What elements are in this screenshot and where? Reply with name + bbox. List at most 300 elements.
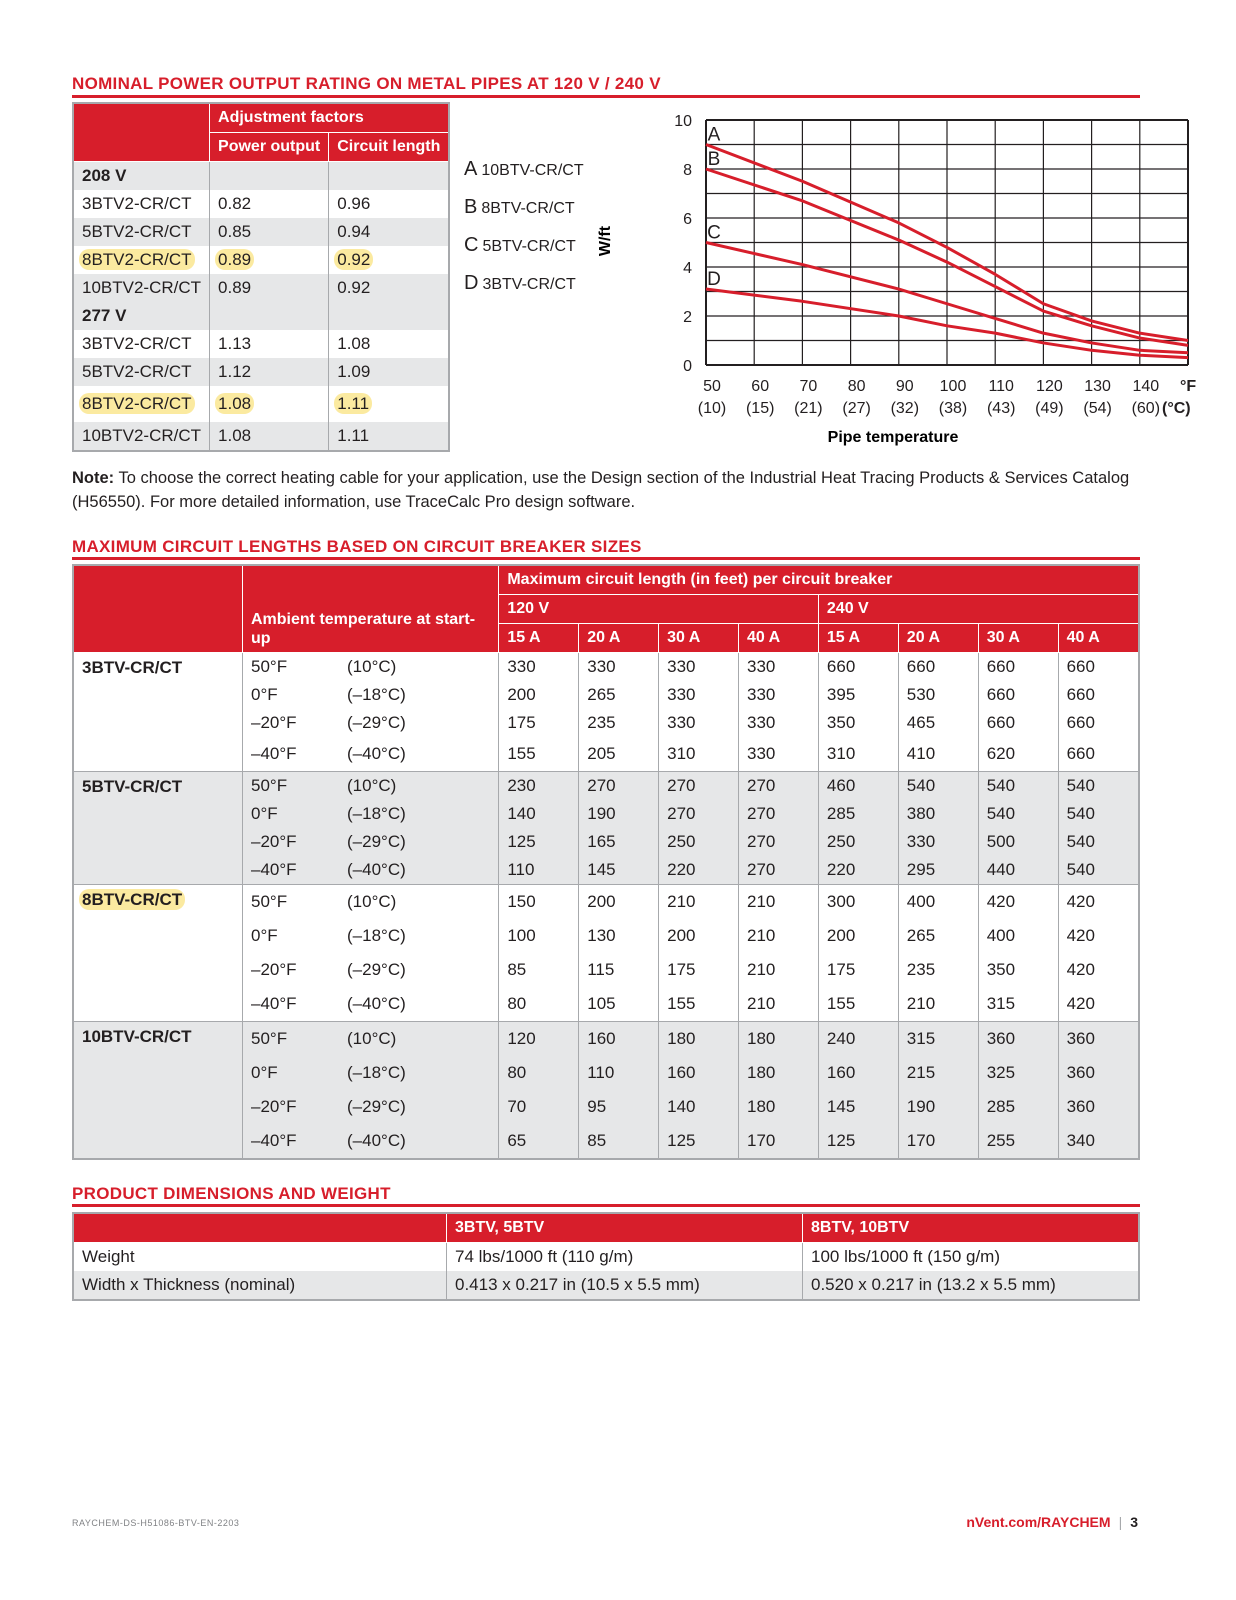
- series-label-b: B: [707, 149, 721, 170]
- length-value: 420: [1058, 885, 1139, 920]
- length-value: 1.11: [337, 426, 370, 445]
- ambient-c: (–18°C): [339, 1056, 499, 1090]
- header-empty: [73, 1213, 447, 1243]
- length-value: 235: [898, 953, 978, 987]
- length-value: 200: [579, 885, 659, 920]
- table-row: [73, 386, 449, 422]
- ambient-c: (–40°C): [339, 987, 499, 1022]
- y-tick-label: 2: [683, 309, 692, 326]
- length-value: 420: [1058, 987, 1139, 1022]
- x-tick-label-celsius: (38): [938, 400, 968, 417]
- x-tick-label: 50: [703, 378, 721, 395]
- length-value: 360: [1058, 1056, 1139, 1090]
- length-value: 190: [898, 1090, 978, 1124]
- length-value: 380: [898, 800, 978, 828]
- header-amp: 15 A: [499, 624, 579, 653]
- ambient-c: (–40°C): [339, 737, 499, 772]
- power-value: 0.85: [218, 222, 252, 241]
- length-value: 160: [659, 1056, 739, 1090]
- length-value: 660: [1058, 653, 1139, 682]
- x-tick-label: 100: [939, 378, 967, 395]
- y-tick-label: 8: [683, 162, 692, 179]
- x-tick-label-celsius: (32): [890, 400, 920, 417]
- length-value: 80: [499, 1056, 579, 1090]
- length-value: 330: [898, 828, 978, 856]
- y-axis-label: W/ft: [597, 225, 614, 257]
- header-amp: 20 A: [579, 624, 659, 653]
- length-value: 360: [1058, 1022, 1139, 1057]
- ambient-f: 50°F: [243, 653, 340, 682]
- legend-item: [464, 226, 584, 264]
- dimension-value-b: 100 lbs/1000 ft (150 g/m): [803, 1243, 1140, 1272]
- header-8btv-10btv: 8BTV, 10BTV: [803, 1213, 1140, 1243]
- length-value: 540: [898, 772, 978, 801]
- ambient-c: (–29°C): [339, 828, 499, 856]
- length-value: 200: [818, 919, 898, 953]
- length-value: 270: [579, 772, 659, 801]
- length-value: 350: [818, 709, 898, 737]
- length-value: 85: [579, 1124, 659, 1159]
- ambient-c: (10°C): [339, 1022, 499, 1057]
- header-3btv-5btv: 3BTV, 5BTV: [447, 1213, 803, 1243]
- length-value: 230: [499, 772, 579, 801]
- length-value: 465: [898, 709, 978, 737]
- table-row: [73, 1243, 1139, 1272]
- length-value: 0.94: [337, 222, 371, 241]
- name-value: 5BTV2-CR/CT: [82, 222, 192, 241]
- length-value: 165: [579, 828, 659, 856]
- length-value: 120: [499, 1022, 579, 1057]
- length-value: 330: [739, 737, 819, 772]
- cell-name: [73, 422, 210, 451]
- table-row: [73, 1271, 1139, 1300]
- length-value: 330: [659, 681, 739, 709]
- length-value: 160: [818, 1056, 898, 1090]
- length-value: 170: [739, 1124, 819, 1159]
- header-amp: 15 A: [818, 624, 898, 653]
- ambient-c: (–18°C): [339, 681, 499, 709]
- length-value: 660: [978, 709, 1058, 737]
- product-name-cell: [73, 885, 243, 1022]
- cell-name: [73, 218, 210, 246]
- length-value: 125: [818, 1124, 898, 1159]
- x-tick-label-celsius: (15): [745, 400, 775, 417]
- cell-name: [73, 358, 210, 386]
- length-value: 660: [1058, 737, 1139, 772]
- ambient-f: 0°F: [243, 1056, 340, 1090]
- header-amp: 30 A: [659, 624, 739, 653]
- length-value: 240: [818, 1022, 898, 1057]
- name-value: 10BTV2-CR/CT: [82, 426, 202, 445]
- ambient-f: –20°F: [243, 953, 340, 987]
- section-title-dimensions: PRODUCT DIMENSIONS AND WEIGHT: [72, 1184, 391, 1203]
- ambient-f: 0°F: [243, 800, 340, 828]
- ambient-f: –40°F: [243, 737, 340, 772]
- ambient-f: 50°F: [243, 772, 340, 801]
- length-value: 215: [898, 1056, 978, 1090]
- name-value: 8BTV2-CR/CT: [79, 393, 195, 414]
- name-value: 10BTV2-CR/CT: [82, 278, 202, 297]
- length-value: 660: [1058, 709, 1139, 737]
- length-value: 180: [739, 1090, 819, 1124]
- ambient-c: (–40°C): [339, 856, 499, 885]
- length-value: 0.92: [337, 278, 371, 297]
- header-ambient: Ambient temperature at start-up: [243, 565, 499, 653]
- cell-length: [329, 422, 450, 451]
- x-tick-label-celsius: (27): [842, 400, 871, 417]
- length-value: 270: [659, 772, 739, 801]
- product-name: 8BTV-CR/CT: [79, 889, 185, 910]
- x-tick-label: 120: [1036, 378, 1063, 395]
- x-unit-f: °F: [1180, 378, 1197, 395]
- length-value: 360: [1058, 1090, 1139, 1124]
- length-value: 265: [898, 919, 978, 953]
- cell-name: [73, 246, 210, 274]
- length-value: 100: [499, 919, 579, 953]
- footer-site-link[interactable]: nVent.com/RAYCHEM: [966, 1514, 1111, 1530]
- length-value: 330: [499, 653, 579, 682]
- series-label-a: A: [707, 124, 721, 146]
- empty-cell: [329, 162, 450, 191]
- length-value: 540: [978, 772, 1058, 801]
- length-value: 420: [1058, 919, 1139, 953]
- length-value: 140: [499, 800, 579, 828]
- length-value: 660: [978, 653, 1058, 682]
- x-tick-label: 80: [847, 378, 866, 395]
- length-value: 420: [978, 885, 1058, 920]
- legend-letter: A: [464, 158, 478, 180]
- header-adjustment-factors: Adjustment factors: [210, 103, 450, 133]
- length-value: 500: [978, 828, 1058, 856]
- cell-name: [73, 274, 210, 302]
- length-value: 155: [659, 987, 739, 1022]
- x-unit-c: (°C): [1162, 400, 1191, 417]
- length-value: 210: [739, 919, 819, 953]
- length-value: 285: [818, 800, 898, 828]
- header-amp: 40 A: [739, 624, 819, 653]
- length-value: 65: [499, 1124, 579, 1159]
- length-value: 660: [898, 653, 978, 682]
- length-value: 175: [818, 953, 898, 987]
- cell-power: [210, 218, 329, 246]
- ambient-f: –20°F: [243, 1090, 340, 1124]
- length-value: 410: [898, 737, 978, 772]
- length-value: 170: [898, 1124, 978, 1159]
- cell-length: [329, 358, 450, 386]
- length-value: 315: [978, 987, 1058, 1022]
- y-tick-label: 10: [674, 113, 692, 130]
- length-value: 270: [739, 828, 819, 856]
- length-value: 660: [978, 681, 1058, 709]
- table-row: [73, 358, 449, 386]
- dimensions-table: [72, 1212, 1140, 1301]
- voltage-label: 277 V: [73, 302, 210, 330]
- cell-length: [329, 246, 450, 274]
- ambient-c: (10°C): [339, 885, 499, 920]
- cell-length: [329, 190, 450, 218]
- product-name: 10BTV-CR/CT: [82, 1027, 192, 1046]
- empty-cell: [210, 302, 329, 330]
- length-value: 295: [898, 856, 978, 885]
- length-value: 325: [978, 1056, 1058, 1090]
- cell-power: [210, 190, 329, 218]
- length-value: 210: [659, 885, 739, 920]
- length-value: 130: [579, 919, 659, 953]
- cell-power: [210, 358, 329, 386]
- length-value: 660: [1058, 681, 1139, 709]
- table-row: [73, 274, 449, 302]
- length-value: 620: [978, 737, 1058, 772]
- legend-text: 3BTV-CR/CT: [482, 276, 576, 293]
- length-value: 340: [1058, 1124, 1139, 1159]
- length-value: 400: [898, 885, 978, 920]
- header-max-length: Maximum circuit length (in feet) per circuit breaker: [499, 565, 1139, 595]
- cell-length: [329, 274, 450, 302]
- footer-doc-id: RAYCHEM-DS-H51086-BTV-EN-2203: [72, 1518, 240, 1528]
- length-value: 285: [978, 1090, 1058, 1124]
- table-row: [73, 653, 1139, 682]
- length-value: 660: [818, 653, 898, 682]
- dimension-label: Weight: [73, 1243, 447, 1272]
- dimension-label: Width x Thickness (nominal): [73, 1271, 447, 1300]
- length-value: 440: [978, 856, 1058, 885]
- table-row: [73, 772, 1139, 801]
- x-tick-label: 130: [1084, 378, 1111, 395]
- ambient-f: –20°F: [243, 828, 340, 856]
- length-value: 330: [739, 709, 819, 737]
- adjustment-factors-table: [72, 102, 450, 452]
- length-value: 0.92: [334, 249, 373, 270]
- cell-power: [210, 422, 329, 451]
- x-tick-label: 70: [799, 378, 818, 395]
- length-value: 250: [659, 828, 739, 856]
- cell-length: [329, 218, 450, 246]
- empty-cell: [329, 302, 450, 330]
- ambient-c: (10°C): [339, 653, 499, 682]
- ambient-f: –20°F: [243, 709, 340, 737]
- length-value: 395: [818, 681, 898, 709]
- length-value: 180: [739, 1022, 819, 1057]
- header-circuit-length: Circuit length: [329, 133, 450, 162]
- length-value: 175: [659, 953, 739, 987]
- voltage-group-row: [73, 302, 449, 330]
- y-tick-label: 0: [683, 358, 692, 375]
- ambient-f: –40°F: [243, 1124, 340, 1159]
- length-value: 95: [579, 1090, 659, 1124]
- power-value: 1.13: [218, 334, 252, 353]
- ambient-f: 50°F: [243, 1022, 340, 1057]
- header-amp: 30 A: [978, 624, 1058, 653]
- length-value: 125: [659, 1124, 739, 1159]
- length-value: 310: [818, 737, 898, 772]
- table-row: [73, 1022, 1139, 1057]
- length-value: 530: [898, 681, 978, 709]
- length-value: 205: [579, 737, 659, 772]
- ambient-c: (–29°C): [339, 709, 499, 737]
- header-amp: 20 A: [898, 624, 978, 653]
- header-power-output: Power output: [210, 133, 329, 162]
- length-value: 200: [499, 681, 579, 709]
- length-value: 140: [659, 1090, 739, 1124]
- table-row: [73, 190, 449, 218]
- dimension-value-b: 0.520 x 0.217 in (13.2 x 5.5 mm): [803, 1271, 1140, 1300]
- length-value: 270: [659, 800, 739, 828]
- length-value: 110: [499, 856, 579, 885]
- x-tick-label: 90: [895, 378, 914, 395]
- length-value: 330: [739, 681, 819, 709]
- footer: nVent.com/RAYCHEM | 3: [966, 1514, 1138, 1530]
- length-value: 70: [499, 1090, 579, 1124]
- ambient-f: –40°F: [243, 987, 340, 1022]
- length-value: 190: [579, 800, 659, 828]
- cell-power: [210, 274, 329, 302]
- length-value: 250: [818, 828, 898, 856]
- legend-item: [464, 188, 584, 226]
- length-value: 330: [659, 653, 739, 682]
- length-value: 1.08: [337, 334, 371, 353]
- length-value: 220: [818, 856, 898, 885]
- product-name-cell: [73, 653, 243, 772]
- power-value: 1.08: [215, 393, 254, 414]
- table-row: [73, 218, 449, 246]
- length-value: 110: [579, 1056, 659, 1090]
- cell-name: [73, 386, 210, 422]
- x-tick-label-celsius: (10): [697, 400, 727, 417]
- name-value: 8BTV2-CR/CT: [79, 249, 195, 270]
- length-value: 180: [659, 1022, 739, 1057]
- legend-item: [464, 264, 584, 302]
- page: [72, 0, 1197, 1600]
- y-tick-label: 6: [683, 211, 692, 228]
- length-value: 315: [898, 1022, 978, 1057]
- length-value: 310: [659, 737, 739, 772]
- length-value: 330: [579, 653, 659, 682]
- section-title-power-output: NOMINAL POWER OUTPUT RATING ON METAL PIPES AT 120 V / 240 V: [72, 74, 661, 93]
- header-amp: 40 A: [1058, 624, 1139, 653]
- section-rule: [72, 557, 1140, 560]
- cell-length: [329, 386, 450, 422]
- note-text: To choose the correct heating cable for your application, use the Design section of the Industrial Heat Tracing Products & Services Catalog (H56550). For more detailed information, use TraceCalc Pro design software.: [72, 469, 1130, 511]
- x-tick-label-celsius: (49): [1035, 400, 1064, 417]
- length-value: 540: [978, 800, 1058, 828]
- ambient-c: (–18°C): [339, 919, 499, 953]
- product-name: 5BTV-CR/CT: [82, 777, 183, 796]
- ambient-c: (–40°C): [339, 1124, 499, 1159]
- x-tick-label-celsius: (54): [1083, 400, 1112, 417]
- ambient-f: 0°F: [243, 919, 340, 953]
- length-value: 210: [739, 885, 819, 920]
- power-output-chart: [582, 106, 1197, 456]
- cell-power: [210, 330, 329, 358]
- length-value: 80: [499, 987, 579, 1022]
- ambient-c: (–29°C): [339, 953, 499, 987]
- ambient-c: (–18°C): [339, 800, 499, 828]
- ambient-c: (–29°C): [339, 1090, 499, 1124]
- length-value: 270: [739, 856, 819, 885]
- length-value: 175: [499, 709, 579, 737]
- length-value: 1.09: [337, 362, 371, 381]
- note-label: Note:: [72, 469, 115, 487]
- length-value: 155: [818, 987, 898, 1022]
- x-tick-label-celsius: (43): [986, 400, 1016, 417]
- cell-power: [210, 386, 329, 422]
- product-name-cell: [73, 772, 243, 885]
- x-axis-label: Pipe temperature: [827, 429, 959, 446]
- legend-item: [464, 150, 584, 188]
- legend-letter: C: [464, 234, 479, 256]
- header-empty: [73, 565, 243, 653]
- x-tick-label: 110: [988, 378, 1014, 395]
- length-value: 460: [818, 772, 898, 801]
- header-empty: [73, 103, 210, 162]
- power-value: 0.89: [218, 278, 252, 297]
- section-title-circuit-lengths: MAXIMUM CIRCUIT LENGTHS BASED ON CIRCUIT BREAKER SIZES: [72, 537, 642, 556]
- length-value: 330: [739, 653, 819, 682]
- length-value: 160: [579, 1022, 659, 1057]
- length-value: 540: [1058, 856, 1139, 885]
- length-value: 540: [1058, 800, 1139, 828]
- length-value: 145: [579, 856, 659, 885]
- length-value: 420: [1058, 953, 1139, 987]
- length-value: 155: [499, 737, 579, 772]
- section-rule: [72, 95, 1140, 98]
- voltage-group-row: [73, 162, 449, 191]
- length-value: 400: [978, 919, 1058, 953]
- power-value: 0.89: [215, 249, 254, 270]
- length-value: 210: [739, 953, 819, 987]
- length-value: 540: [1058, 828, 1139, 856]
- length-value: 350: [978, 953, 1058, 987]
- ambient-c: (10°C): [339, 772, 499, 801]
- cell-name: [73, 330, 210, 358]
- table-row: [73, 246, 449, 274]
- voltage-label: 208 V: [73, 162, 210, 191]
- length-value: 105: [579, 987, 659, 1022]
- length-value: 235: [579, 709, 659, 737]
- power-value: 1.12: [218, 362, 252, 381]
- y-tick-label: 4: [683, 260, 692, 277]
- cell-name: [73, 190, 210, 218]
- cell-power: [210, 246, 329, 274]
- ambient-f: –40°F: [243, 856, 340, 885]
- length-value: 150: [499, 885, 579, 920]
- length-value: 1.11: [334, 393, 372, 414]
- length-value: 125: [499, 828, 579, 856]
- chart-legend: [464, 150, 584, 294]
- ambient-f: 0°F: [243, 681, 340, 709]
- circuit-lengths-table: [72, 564, 1140, 1160]
- empty-cell: [210, 162, 329, 191]
- product-name: 3BTV-CR/CT: [82, 658, 183, 677]
- page-number: 3: [1130, 1514, 1138, 1530]
- power-value: 1.08: [218, 426, 252, 445]
- length-value: 145: [818, 1090, 898, 1124]
- length-value: 220: [659, 856, 739, 885]
- power-value: 0.82: [218, 194, 252, 213]
- length-value: 255: [978, 1124, 1058, 1159]
- cell-length: [329, 330, 450, 358]
- series-label-c: C: [707, 222, 721, 244]
- legend-text: 5BTV-CR/CT: [482, 238, 576, 255]
- legend-letter: D: [464, 272, 479, 294]
- legend-letter: B: [464, 196, 478, 218]
- length-value: 115: [579, 953, 659, 987]
- length-value: 210: [739, 987, 819, 1022]
- length-value: 330: [659, 709, 739, 737]
- length-value: 85: [499, 953, 579, 987]
- table-row: [73, 422, 449, 451]
- name-value: 3BTV2-CR/CT: [82, 194, 192, 213]
